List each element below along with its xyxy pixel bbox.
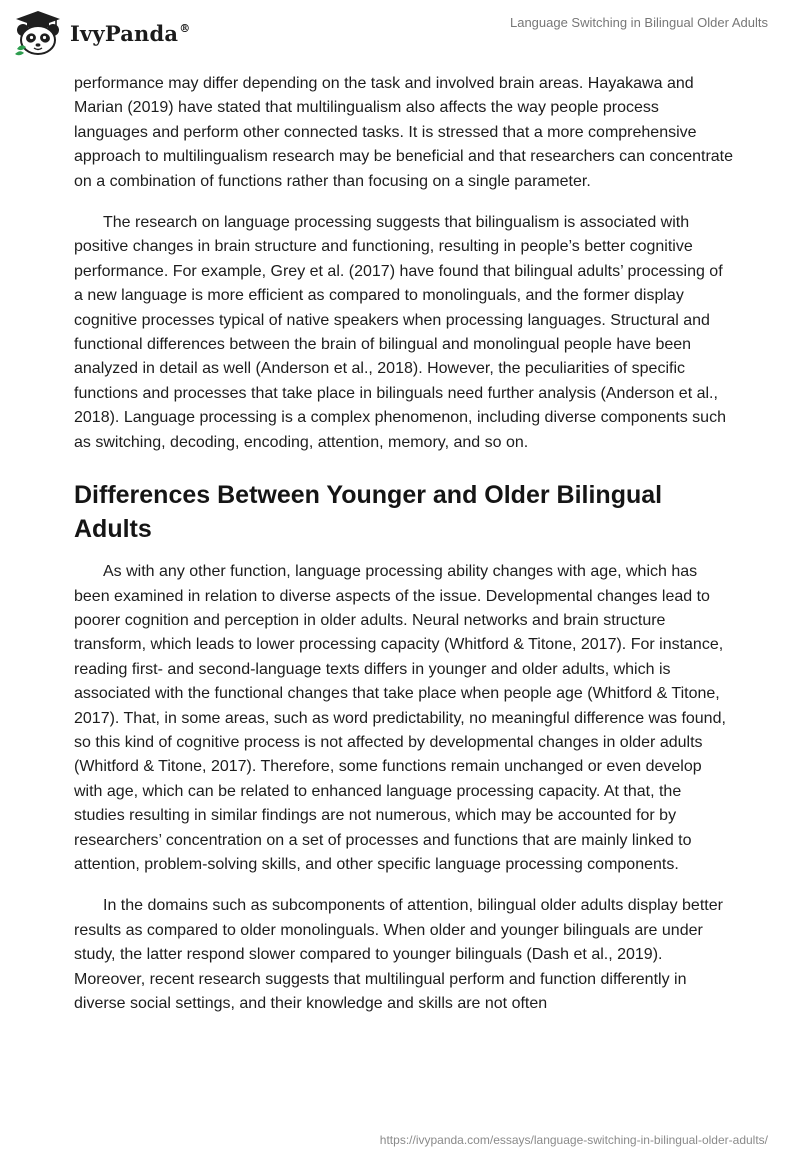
logo-wordmark: IvyPanda®: [70, 20, 191, 46]
footer-url[interactable]: https://ivypanda.com/essays/language-switching-in-bilingual-older-adults/: [379, 1133, 768, 1147]
paragraph-language-processing: The research on language processing suggests that bilingualism is associated with positive changes in brain structure and functioning, resulting in people’s better cognitive performance. For example, Grey et al. (2017) have found that bilingual adults’ processing of a new language is more efficient as compared to monolinguals, and the former display cognitive processes typical of native speakers when processing languages. Structural and functional differences between the brain of bilingual and monolingual people have been analyzed in detail as well (Anderson et al., 2018). However, the peculiarities of specific functions and processes that take place in bilinguals need further analysis (Anderson et al., 2018). Language processing is a complex phenomenon, including diverse components such as switching, decoding, encoding, attention, memory, and so on.: [74, 214, 726, 451]
paragraph-continued: performance may differ depending on the task and involved brain areas. Hayakawa and Marian (2019) have stated that multilingualism also affects the way people process languages and perform other connected tasks. It is stressed that a more comprehensive approach to multilingualism research may be beneficial and that researchers can concentrate on a combination of functions rather than focusing on a single parameter.: [74, 75, 734, 190]
running-title: Language Switching in Bilingual Older Adults: [509, 15, 768, 30]
paragraph-age-changes: As with any other function, language processing ability changes with age, which has been examined in relation to diverse aspects of the issue. Developmental changes lead to poorer cognition and perception in older adults. Neural networks and brain structure transform, which leads to lower processing capacity (Whitford & Titone, 2017). For instance, reading first- and second-language texts differs in younger and older adults, which is associated with the functional changes that take place when people age (Whitford & Titone, 2017). That, in some areas, such as word predictability, no meaningful difference was found, so this kind of cognitive process is not affected by developmental changes in older adults (Whitford & Titone, 2017). Therefore, some functions remain unchanged or even develop with age, which can be related to enhanced language processing capacity. At that, the studies resulting in similar findings are not numerous, which may be accounted for by researchers’ concentration on a set of processes and functions that are mainly linked to attention, problem-solving skills, and other specific language processing components.: [74, 563, 726, 873]
panda-graduate-icon: [12, 9, 64, 57]
paragraph-attention-domains: In the domains such as subcomponents of attention, bilingual older adults display better results as compared to older monolinguals. When older and younger bilinguals are under study, the latter respond slower compared to younger bilinguals (Dash et al., 2019). Moreover, recent research suggests that multilingual perform and function differently in diverse social settings, and their knowledge and skills are not often: [74, 897, 723, 1012]
registered-mark: ®: [179, 21, 191, 35]
ivypanda-logo[interactable]: [12, 9, 190, 57]
page-header: [0, 0, 800, 70]
section-heading: Differences Between Younger and Older Bilingual Adults: [74, 481, 663, 544]
essay-content: [74, 72, 734, 1016]
